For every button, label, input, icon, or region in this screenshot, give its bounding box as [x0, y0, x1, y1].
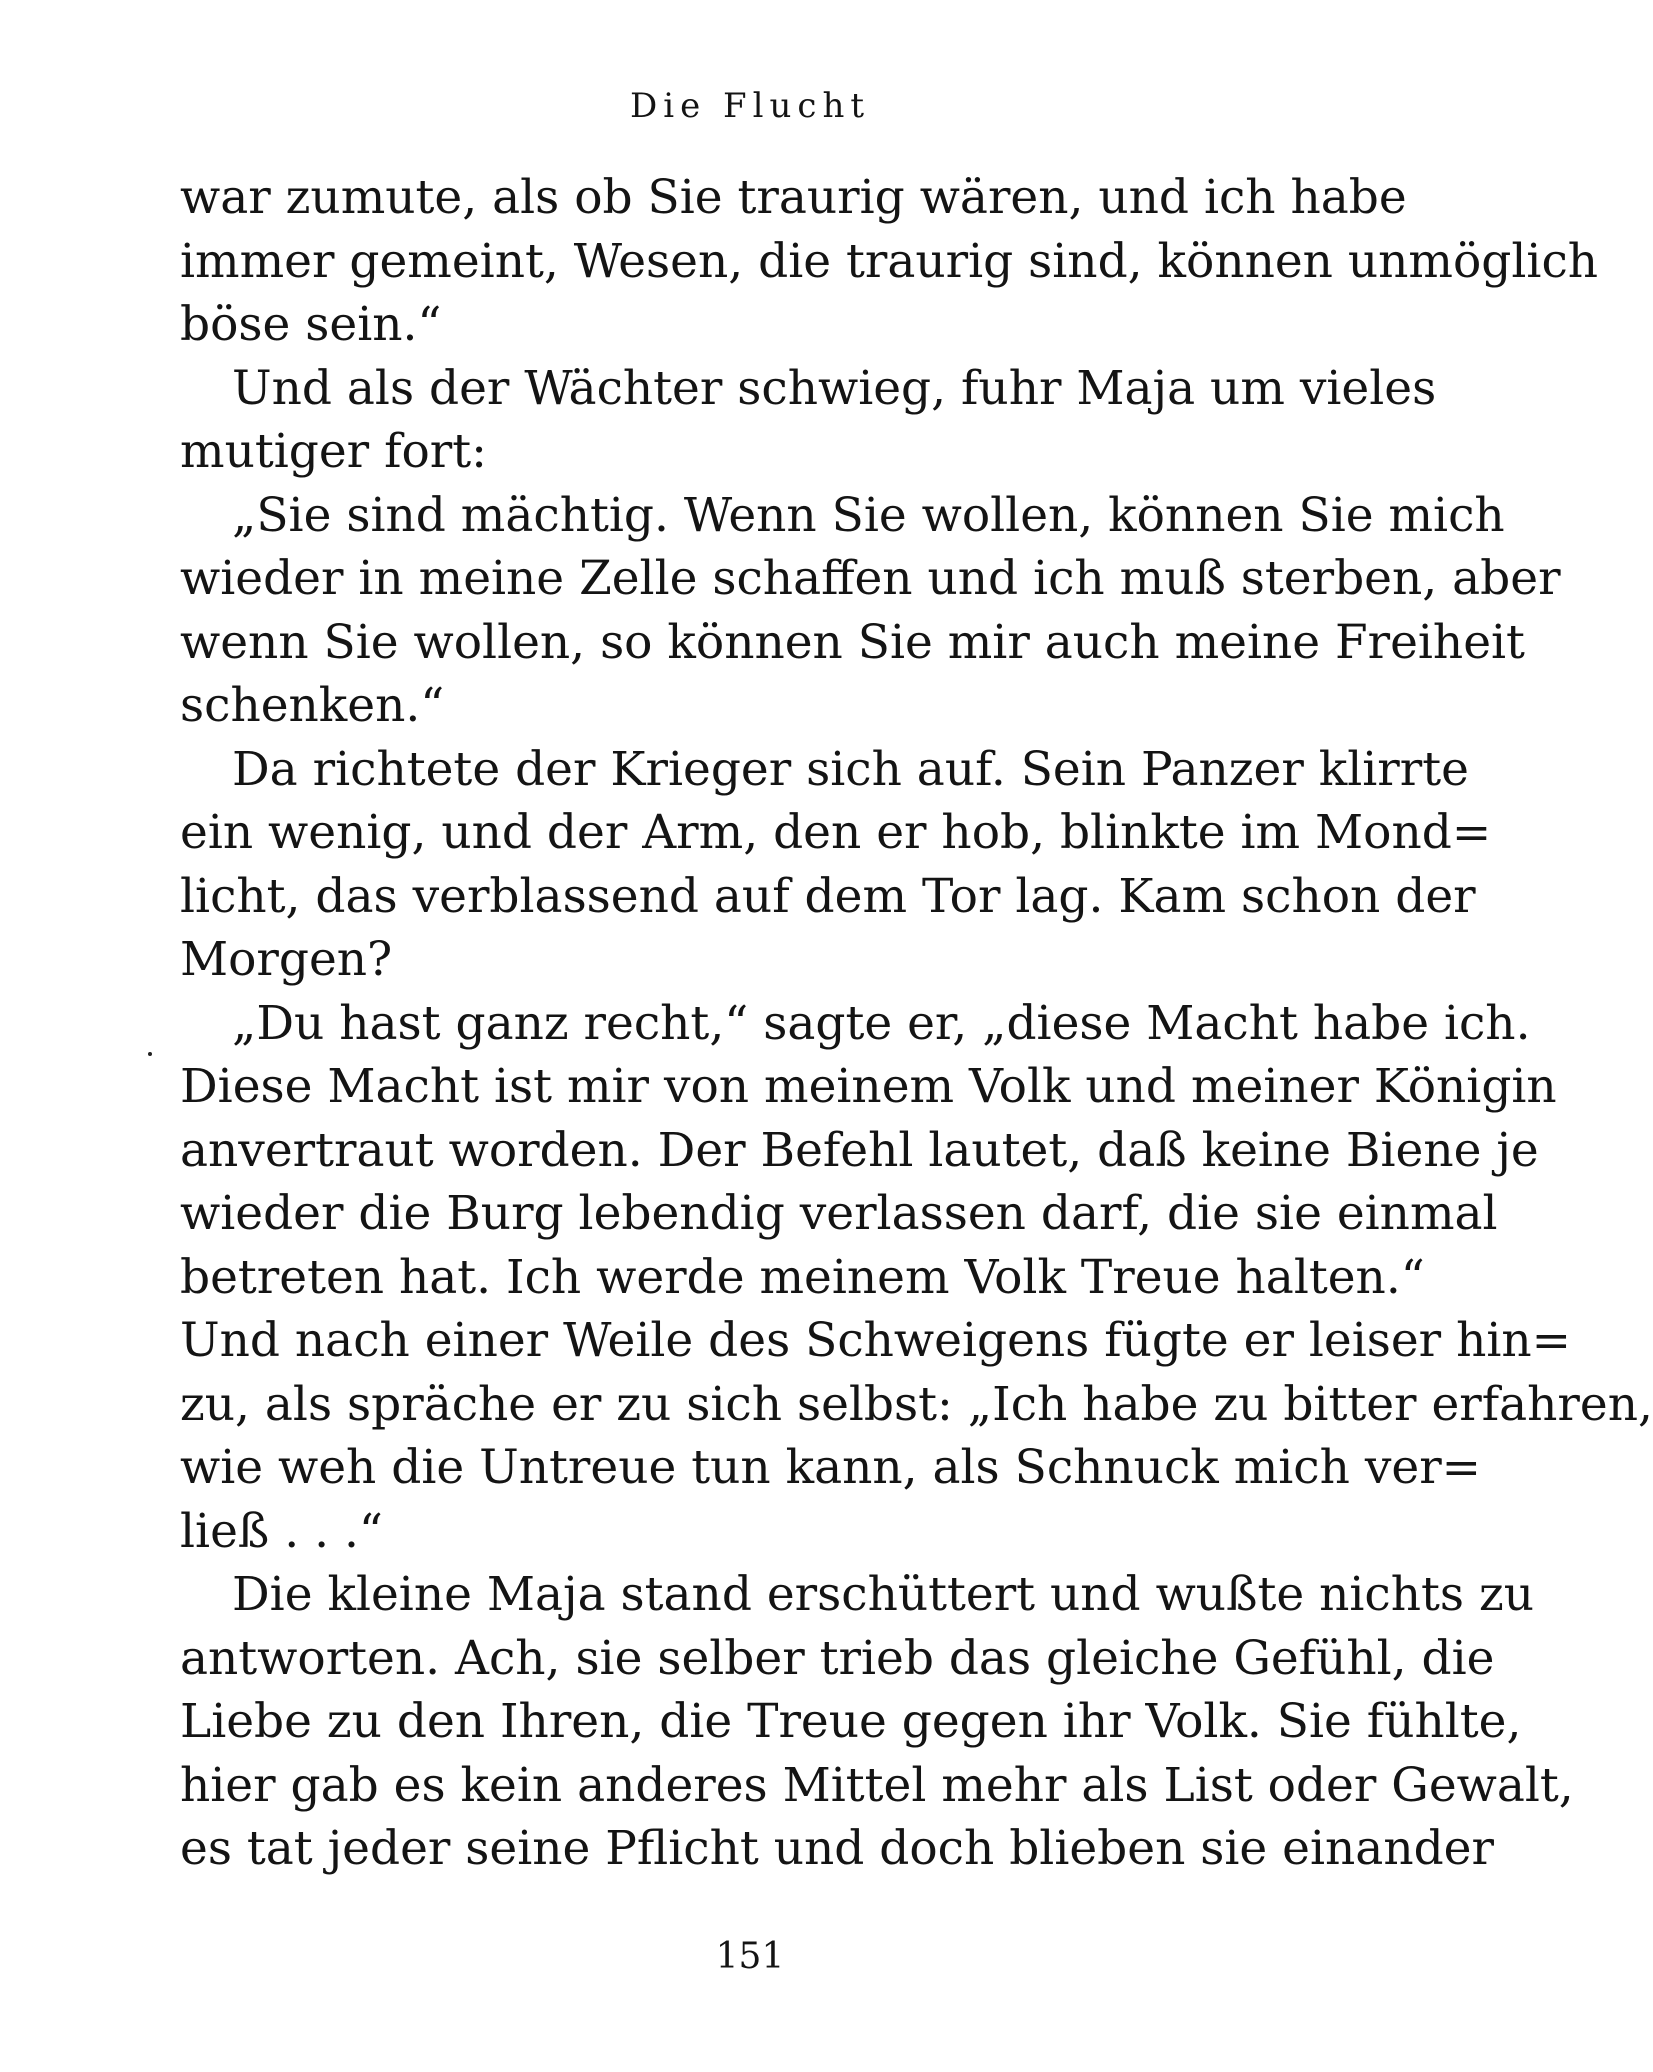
text-line: mutiger fort: [180, 424, 487, 479]
running-title: Die Flucht [629, 86, 871, 126]
text-line: „Du hast ganz recht,“ sagte er, „diese Macht habe ich. [232, 995, 1531, 1051]
text-line: Diese Macht ist mir von meinem Volk und meiner Königin [180, 1059, 1557, 1114]
text-line: es tat jeder seine Pflicht und doch blieben sie einander [180, 1821, 1494, 1876]
text-line: wieder in meine Zelle schaffen und ich muß sterben, aber [180, 551, 1561, 606]
text-line: wieder die Burg lebendig verlassen darf, die sie einmal [180, 1186, 1498, 1241]
text-line: „Sie sind mächtig. Wenn Sie wollen, können Sie mich [232, 487, 1505, 543]
text-line: Liebe zu den Ihren, die Treue gegen ihr Volk. Sie fühlte, [180, 1694, 1522, 1749]
text-line: immer gemeint, Wesen, die traurig sind, können unmöglich [180, 233, 1599, 289]
text-line: Und als der Wächter schwieg, fuhr Maja um vieles [232, 360, 1437, 416]
text-line: antworten. Ach, sie selber trieb das gleiche Gefühl, die [180, 1630, 1495, 1686]
print-speck [148, 1052, 152, 1056]
text-line: Die kleine Maja stand erschüttert und wußte nichts zu [232, 1567, 1534, 1622]
text-line: hier gab es kein anderes Mittel mehr als List oder Gewalt, [180, 1757, 1574, 1813]
text-line: anvertraut worden. Der Befehl lautet, daß keine Biene je [180, 1122, 1539, 1178]
body-text [180, 166, 1653, 1881]
text-line: zu, als spräche er zu sich selbst: „Ich habe zu bitter erfahren, [180, 1376, 1653, 1432]
text-line: betreten hat. Ich werde meinem Volk Treue halten.“ [180, 1249, 1425, 1305]
text-line: Und nach einer Weile des Schweigens fügte er leiser hin= [180, 1313, 1572, 1368]
text-line: schenken.“ [180, 678, 445, 733]
text-line: Morgen? [180, 932, 393, 987]
text-line: ein wenig, und der Arm, den er hob, blinkte im Mond= [180, 805, 1492, 860]
text-line: wie weh die Untreue tun kann, als Schnuck mich ver= [180, 1440, 1482, 1495]
text-line: licht, das verblassend auf dem Tor lag. Kam schon der [180, 868, 1476, 924]
page-number: 151 [715, 1936, 785, 1977]
text-line: ließ . . .“ [180, 1503, 383, 1559]
text-line: Da richtete der Krieger sich auf. Sein Panzer klirrte [232, 741, 1469, 797]
text-line: war zumute, als ob Sie traurig wären, und ich habe [180, 170, 1407, 225]
text-line: wenn Sie wollen, so können Sie mir auch meine Freiheit [180, 614, 1525, 670]
text-line: böse sein.“ [180, 297, 442, 352]
